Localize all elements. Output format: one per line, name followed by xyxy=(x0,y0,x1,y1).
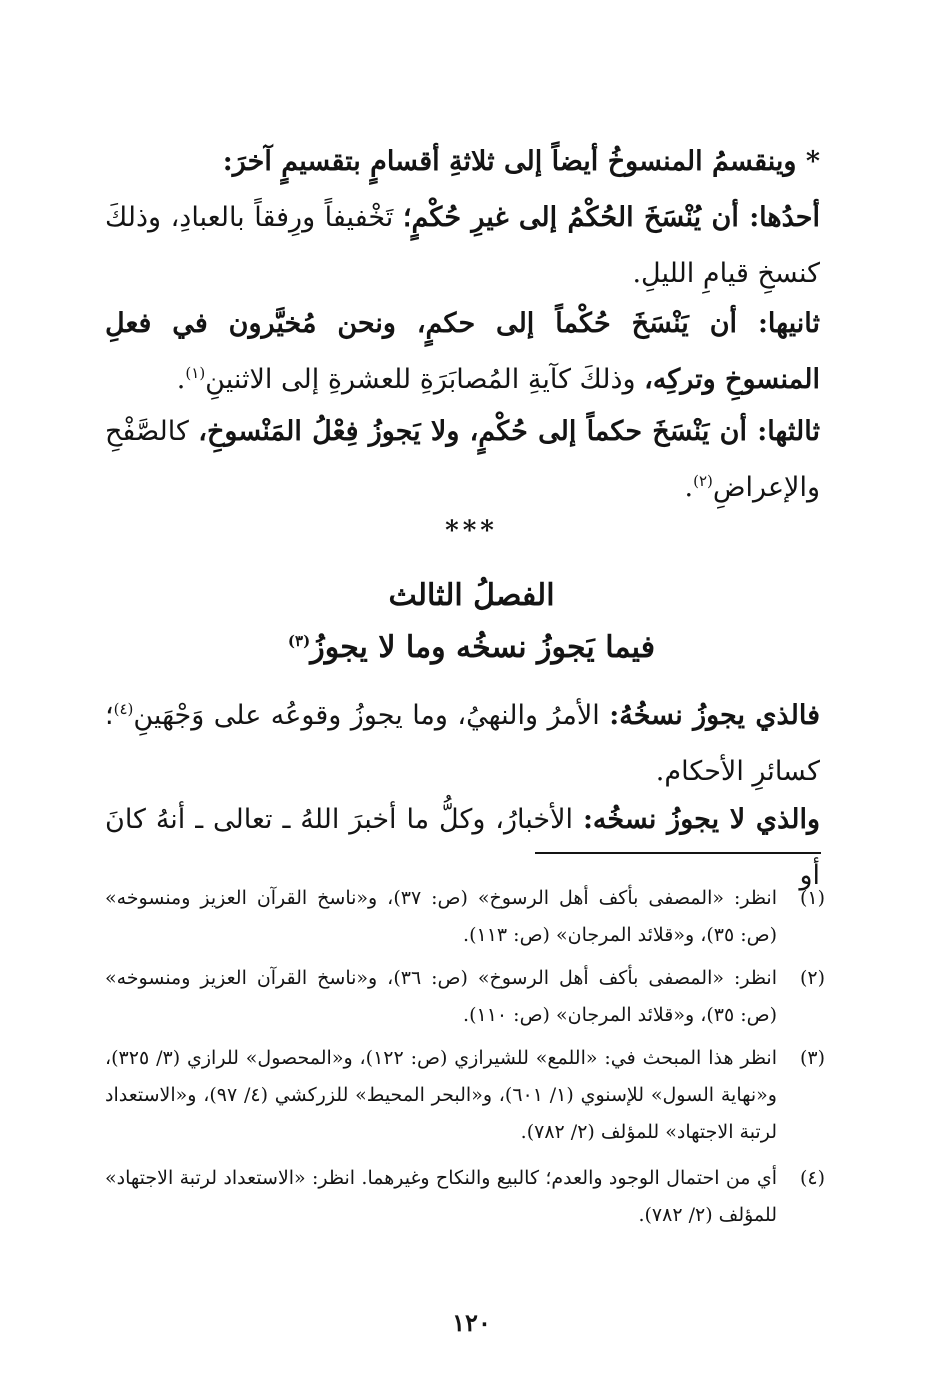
third-end: . xyxy=(684,472,694,503)
footnote-1 xyxy=(105,880,825,954)
first-lead: أحدُها: أن يُنْسَخَ الحُكْمُ إلى غيرِ حُكْمٍ؛ xyxy=(402,202,820,233)
footnote-number: (٤) xyxy=(799,1167,825,1189)
paragraph-permitted xyxy=(105,688,820,800)
second-end: . xyxy=(176,364,186,395)
second-lead: ثانيها: أن يَنْسَخَ حُكْماً إلى حكمٍ، ونحن مُخيَّرون في فعلِ المنسوخِ وتركِه، xyxy=(105,308,820,395)
chapter-subtitle-text: فيما يَجوزُ نسخُه وما لا يجوزُ xyxy=(310,630,656,665)
footnote-3 xyxy=(105,1040,825,1151)
not-permitted-lead: والذي لا يجوزُ نسخُه: xyxy=(582,804,821,835)
permitted-lead: فالذي يجوزُ نسخُهُ: xyxy=(609,700,820,731)
footnote-4 xyxy=(105,1160,825,1234)
paragraph-intro xyxy=(105,134,820,190)
footnote-2 xyxy=(105,960,825,1034)
intro-text: * وينقسمُ المنسوخُ أيضاً إلى ثلاثةِ أقسامٍ بتقسيمٍ آخرَ: xyxy=(222,146,820,177)
footnote-number: (٣) xyxy=(799,1047,825,1069)
footnote-divider xyxy=(535,852,821,854)
not-permitted-rest: الأخبارُ، وكلُّ ما أخبرَ اللهُ ـ تعالى ـ أنهُ كانَ أو xyxy=(105,804,820,891)
footnote-number: (١) xyxy=(799,887,825,909)
first-rest: تَخْفيفاً ورِفقاً بالعبادِ، وذلكَ كنسخِ قيامِ الليلِ. xyxy=(105,202,820,289)
paragraph-third xyxy=(105,404,820,516)
footnote-ref-1: (١) xyxy=(185,364,206,382)
footnote-ref-3: (٣) xyxy=(287,632,311,650)
footnote-text: انظر: «المصفى بأكف أهل الرسوخ» (ص: ٣٦)، و«ناسخ القرآن العزيز ومنسوخه» (ص: ٣٥)، و«قلائد المرجان» (ص: ١١٠). xyxy=(105,967,777,1026)
third-rest: كالصَّفْحِ والإعراضِ xyxy=(105,416,820,503)
permitted-rest: الأمرُ والنهيُ، وما يجوزُ وقوعُه على وَجْهَينِ xyxy=(133,700,600,731)
chapter-subtitle xyxy=(0,630,943,665)
third-lead: ثالثها: أن يَنْسَخَ حكماً إلى حُكْمٍ، ولا يَجوزُ فِعْلُ المَنْسوخِ، xyxy=(198,416,820,447)
footnote-text: انظر هذا المبحث في: «اللمع» للشيرازي (ص: ١٢٢)، و«المحصول» للرازي (٣/ ٣٢٥)، و«نهاية السول» للإسنوي (١/ ٦٠١)، و«البحر المحيط» للزركشي (٤/ ٩٧)، و«الاستعداد لرتبة الاجتهاد» للمؤلف (٢/ ٧٨٢). xyxy=(105,1047,777,1143)
page-number: ١٢٠ xyxy=(452,1308,491,1337)
permitted-end: ؛ كسائرِ الأحكام. xyxy=(105,700,820,787)
chapter-title: الفصلُ الثالث xyxy=(388,578,555,613)
footnote-text: انظر: «المصفى بأكف أهل الرسوخ» (ص: ٣٧)، و«ناسخ القرآن العزيز ومنسوخه» (ص: ٣٥)، و«قلائد المرجان» (ص: ١١٣). xyxy=(105,887,777,946)
section-separator: *** xyxy=(445,516,498,546)
footnote-ref-2: (٢) xyxy=(693,472,713,490)
footnote-ref-4: (٤) xyxy=(113,700,134,718)
second-rest: وذلكَ كآيةِ المُصابَرَةِ للعشرةِ إلى الاثنينِ xyxy=(205,364,636,395)
footnote-text: أي من احتمال الوجود والعدم؛ كالبيع والنكاح وغيرهما. انظر: «الاستعداد لرتبة الاجتهاد» للمؤلف (٢/ ٧٨٢). xyxy=(105,1167,777,1226)
paragraph-first xyxy=(105,190,820,302)
paragraph-second xyxy=(105,296,820,408)
footnote-number: (٢) xyxy=(799,967,825,989)
